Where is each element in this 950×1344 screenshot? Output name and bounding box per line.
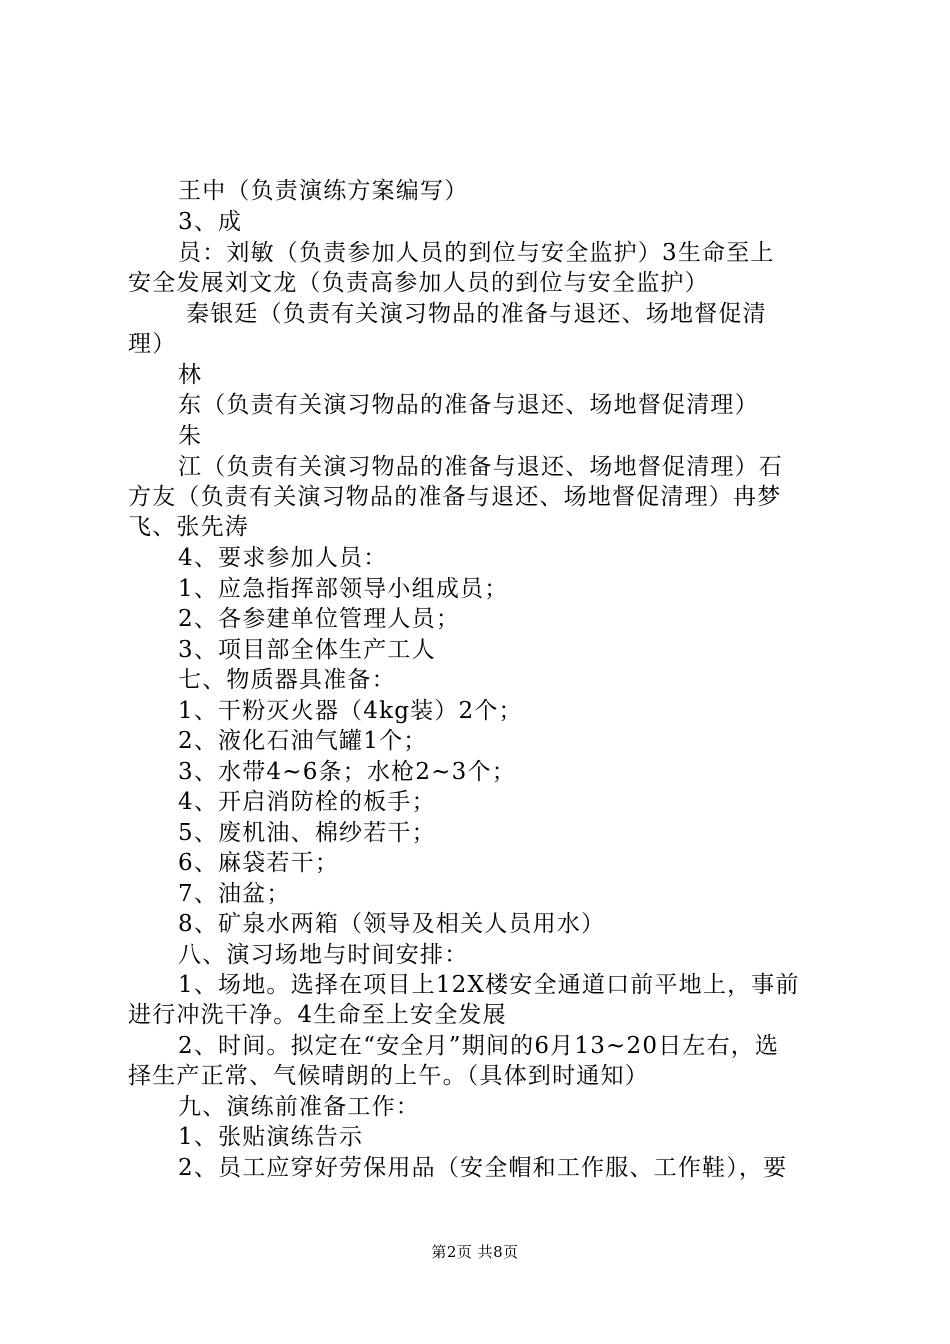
- text-line: 飞、张先涛: [128, 514, 249, 540]
- text-line: 3、水带4~6条；水枪2~3个；: [178, 759, 516, 785]
- text-line: 朱: [178, 423, 203, 449]
- text-line: 4、开启消防栓的板手；: [178, 789, 436, 815]
- text-line: 八、演习场地与时间安排：: [178, 942, 469, 968]
- text-line: 2、时间。拟定在“安全月”期间的6月13~20日左右，选: [178, 1033, 780, 1059]
- text-line: 2、员工应穿好劳保用品（安全帽和工作服、工作鞋），要: [178, 1155, 788, 1181]
- text-line: 3、成: [178, 209, 243, 235]
- text-line: 林: [178, 362, 203, 388]
- text-line: 1、张贴演练告示: [178, 1124, 364, 1150]
- text-line: 方友（负责有关演习物品的准备与退还、场地督促清理）冉梦: [128, 484, 782, 510]
- text-line: 九、演练前准备工作：: [178, 1094, 420, 1120]
- text-line: 7、油盆；: [178, 881, 291, 907]
- text-line: 6、麻袋若干；: [178, 850, 340, 876]
- page-footer: 第2页 共8页: [431, 1243, 519, 1261]
- text-line: 2、液化石油气罐1个；: [178, 728, 428, 754]
- text-line: 进行冲洗干净。4生命至上安全发展: [128, 1002, 507, 1028]
- text-line: 4、要求参加人员：: [178, 545, 388, 571]
- text-line: 员：刘敏（负责参加人员的到位与安全监护）3生命至上: [178, 240, 775, 266]
- text-line: 七、物质器具准备：: [178, 667, 396, 693]
- text-line: 1、干粉灭火器（4kg装）2个；: [178, 698, 523, 724]
- text-line: 秦银廷（负责有关演习物品的准备与退还、场地督促清: [186, 301, 767, 327]
- text-line: 2、各参建单位管理人员；: [178, 606, 461, 632]
- text-line: 8、矿泉水两箱（领导及相关人员用水）: [178, 911, 606, 937]
- text-line: 5、废机油、棉纱若干；: [178, 820, 436, 846]
- text-line: 理）: [128, 331, 177, 357]
- text-line: 东（负责有关演习物品的准备与退还、场地督促清理）: [178, 392, 759, 418]
- text-line: 王中（负责演练方案编写）: [178, 178, 469, 204]
- text-line: 3、项目部全体生产工人: [178, 637, 436, 663]
- text-line: 1、应急指挥部领导小组成员；: [178, 576, 509, 602]
- text-line: 1、场地。选择在项目上12X楼安全通道口前平地上，事前: [178, 972, 800, 998]
- text-line: 择生产正常、气候晴朗的上午。（具体到时通知）: [128, 1063, 649, 1089]
- text-line: 江（负责有关演习物品的准备与退还、场地督促清理）石: [178, 454, 783, 480]
- text-line: 安全发展刘文龙（负责高参加人员的到位与安全监护）: [128, 270, 709, 296]
